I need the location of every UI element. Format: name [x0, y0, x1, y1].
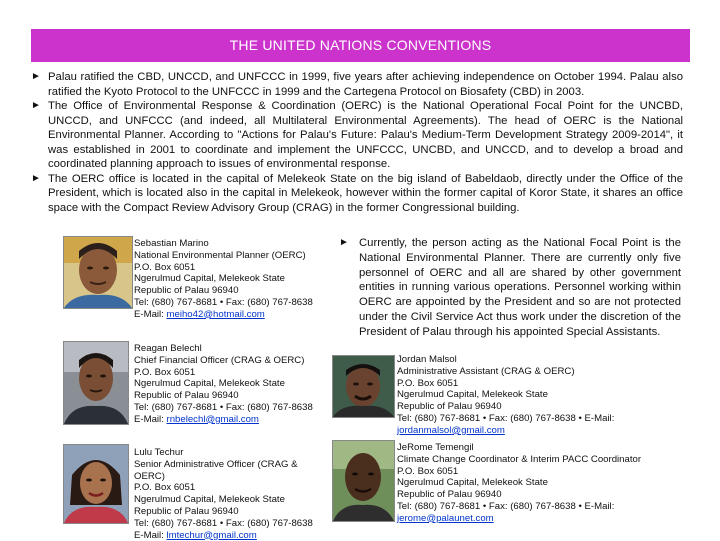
contact-city: Ngerulmud Capital, Melekeok State [134, 378, 285, 390]
bullet-arrow-icon: ► [31, 71, 41, 82]
bullet-text: Palau ratified the CBD, UNCCD, and UNFCCC in 1999, five years after achieving independence on October 1994. Palau also ratified the Kyoto Protocol to the UNFCCC in 1999 and the Cartegena Protocol on Biosafety (CBD) in 2003. [48, 71, 683, 98]
portrait-photo-malsol [332, 355, 395, 418]
bullet-text: The OERC office is located in the capital of Melekeok State on the big island of Babeldaob, directly under the Office of the President, which is located also in the capital in Melekeok, however within the former capital of Koror State, it shares an office space with the Compact Review Advisory Group (CRAG) in the former Congressional building. [48, 172, 683, 214]
contact-city: Ngerulmud Capital, Melekeok State [134, 273, 285, 285]
contact-email-line [134, 414, 334, 426]
email-link[interactable]: jerome@palaunet.com [397, 512, 494, 524]
contact-country: Republic of Palau 96940 [134, 285, 239, 297]
contact-phone: Tel: (680) 767-8681 • Fax: (680) 767-8638 • E-Mail: [397, 500, 615, 512]
bullet-text: The Office of Environmental Response & Coordination (OERC) is the National Operational Focal Point for the UNCBD, UNCCD, and UNFCCC (and indeed, all Multilateral Environmental Agreements). The head of OERC is the National Environmental Planner. According to "Actions for Palau's Future: Palau's Medium-Term Development Strategy 2009-2014", it was established in 2001 to coordinate and implement the UNFCCC, UNCBD, and UNCCD, and to develop a broad and coordinated planning approach to issues of environmental response. [48, 100, 683, 170]
portrait-photo-belechl [63, 341, 129, 425]
contact-country: Republic of Palau 96940 [134, 505, 239, 517]
contact-country: Republic of Palau 96940 [397, 401, 502, 413]
contact-box: P.O. Box 6051 [134, 482, 196, 494]
contact-name: Sebastian Marino [134, 238, 209, 249]
contact-phone: Tel: (680) 767-8681 • Fax: (680) 767-8638 [134, 296, 313, 308]
bullet-item [31, 172, 683, 216]
contact-name: Lulu Techur [134, 447, 184, 458]
contact-country: Republic of Palau 96940 [134, 390, 239, 402]
bullet-arrow-icon: ► [339, 237, 349, 248]
bullet-list [31, 70, 683, 215]
contact-box: P.O. Box 6051 [397, 465, 459, 477]
contact-card-marino [134, 238, 344, 321]
contact-card-temengil [397, 442, 687, 525]
contact-phone: Tel: (680) 767-8681 • Fax: (680) 767-8638 [134, 517, 313, 529]
contact-box: P.O. Box 6051 [134, 261, 196, 273]
email-link[interactable]: lmtechur@gmail.com [166, 529, 257, 541]
contact-phone: Tel: (680) 767-8681 • Fax: (680) 767-8638 [134, 401, 313, 413]
portrait-photo-techur [63, 444, 129, 524]
contact-email-line [397, 425, 687, 437]
email-link[interactable]: jordanmalsol@gmail.com [397, 424, 505, 436]
email-link[interactable]: rnbelechl@gmail.com [166, 413, 259, 425]
contact-email-line [134, 530, 314, 541]
bullet-arrow-icon: ► [31, 100, 41, 111]
bullet-item [31, 99, 683, 172]
contact-email-line [397, 513, 687, 525]
portrait-photo-marino [63, 236, 133, 309]
contact-title: Climate Change Coordinator & Interim PACC Coordinator [397, 453, 642, 465]
contact-city: Ngerulmud Capital, Melekeok State [397, 389, 548, 401]
bullet-arrow-icon: ► [31, 172, 41, 184]
contact-phone: Tel: (680) 767-8681 • Fax: (680) 767-8638 • E-Mail: [397, 412, 615, 424]
email-label: E-Mail: [134, 413, 167, 425]
email-label: E-Mail: [134, 529, 167, 541]
contact-name: JeRome Temengil [397, 442, 474, 453]
contact-title: National Environmental Planner (OERC) [134, 249, 306, 261]
focal-point-paragraph [339, 236, 681, 340]
email-link[interactable]: meiho42@hotmail.com [166, 308, 265, 320]
portrait-photo-temengil [332, 440, 395, 522]
email-label: E-Mail: [134, 308, 167, 320]
bullet-item [31, 70, 683, 99]
contact-card-techur [134, 447, 314, 541]
contact-box: P.O. Box 6051 [397, 377, 459, 389]
contact-name: Jordan Malsol [397, 354, 457, 365]
contact-title: Administrative Assistant (CRAG & OERC) [397, 365, 575, 377]
page-title: THE UNITED NATIONS CONVENTIONS [31, 29, 690, 62]
contact-email-line [134, 309, 344, 321]
contact-card-belechl [134, 343, 334, 426]
contact-city: Ngerulmud Capital, Melekeok State [134, 494, 285, 506]
contact-country: Republic of Palau 96940 [397, 489, 502, 501]
focal-text: Currently, the person acting as the National Focal Point is the National Environmental Planner. There are currently only five personnel of OERC and all are shared by other government entities in running various operations. Personnel working within OERC are appointed by the President and so are not protected under the Civil Service Act thus work under the discretion of the President of Palau through his appointed Special Assistants. [359, 237, 681, 338]
contact-card-malsol [397, 354, 687, 437]
contact-box: P.O. Box 6051 [134, 366, 196, 378]
contact-name: Reagan Belechl [134, 343, 202, 354]
contact-title: Chief Financial Officer (CRAG & OERC) [134, 354, 305, 366]
contact-city: Ngerulmud Capital, Melekeok State [397, 477, 548, 489]
contact-title: Senior Administrative Officer (CRAG & OERC) [134, 458, 298, 482]
